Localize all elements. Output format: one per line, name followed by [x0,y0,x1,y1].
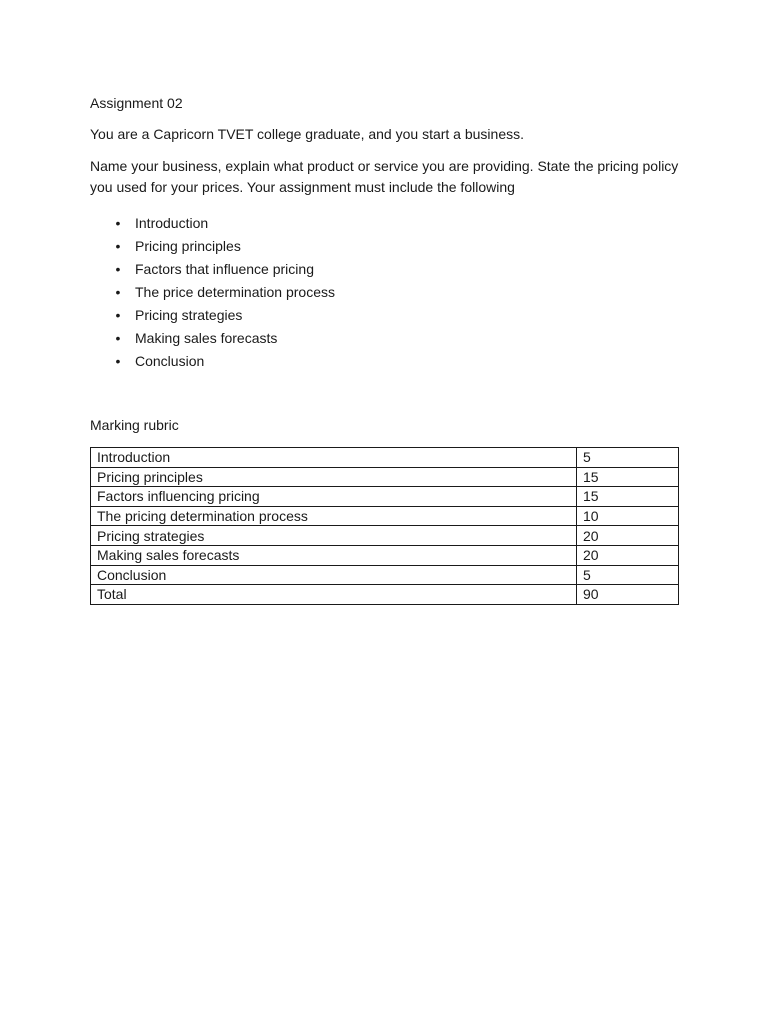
list-item-label: Factors that influence pricing [135,261,314,277]
rubric-criterion: Conclusion [91,565,577,585]
rubric-marks: 15 [577,467,679,487]
assignment-title: Assignment 02 [90,95,183,111]
rubric-criterion: Introduction [91,448,577,468]
rubric-criterion: Factors influencing pricing [91,487,577,507]
list-item-label: Conclusion [135,353,205,369]
bullet-icon: • [115,261,121,277]
bullet-icon: • [115,330,121,346]
table-row [91,448,679,468]
table-row [91,487,679,507]
bullet-icon: • [115,238,121,254]
list-item-label: Pricing principles [135,238,241,254]
table-row-total [91,585,679,605]
list-item [90,350,680,373]
rubric-criterion: Total [91,585,577,605]
rubric-criterion: Pricing strategies [91,526,577,546]
list-item [90,258,680,281]
list-item [90,281,680,304]
list-item-label: Pricing strategies [135,307,243,323]
list-item-label: Making sales forecasts [135,330,278,346]
list-item [90,304,680,327]
rubric-criterion: Pricing principles [91,467,577,487]
list-item [90,327,680,350]
rubric-marks: 10 [577,506,679,526]
table-row [91,506,679,526]
list-item-label: Introduction [135,215,209,231]
rubric-marks: 90 [577,585,679,605]
table-row [91,545,679,565]
rubric-criterion: The pricing determination process [91,506,577,526]
marking-rubric-table [90,447,679,605]
bullet-icon: • [115,215,121,231]
list-item-label: The price determination process [135,284,335,300]
rubric-marks: 20 [577,526,679,546]
intro-paragraph: You are a Capricorn TVET college graduate, and you start a business. [90,126,525,142]
list-item [90,212,680,235]
table-row [91,565,679,585]
rubric-marks: 5 [577,565,679,585]
requirements-list [90,212,680,373]
rubric-marks: 15 [577,487,679,507]
rubric-marks: 20 [577,545,679,565]
bullet-icon: • [115,284,121,300]
table-row [91,467,679,487]
table-row [91,526,679,546]
document-page [90,93,680,605]
rubric-criterion: Making sales forecasts [91,545,577,565]
instructions-paragraph: Name your business, explain what product or service you are providing. State the pricing policy you used for your prices. Your assignment must include the following [90,158,679,195]
rubric-marks: 5 [577,448,679,468]
bullet-icon: • [115,353,121,369]
list-item [90,235,680,258]
rubric-title: Marking rubric [90,417,179,433]
bullet-icon: • [115,307,121,323]
